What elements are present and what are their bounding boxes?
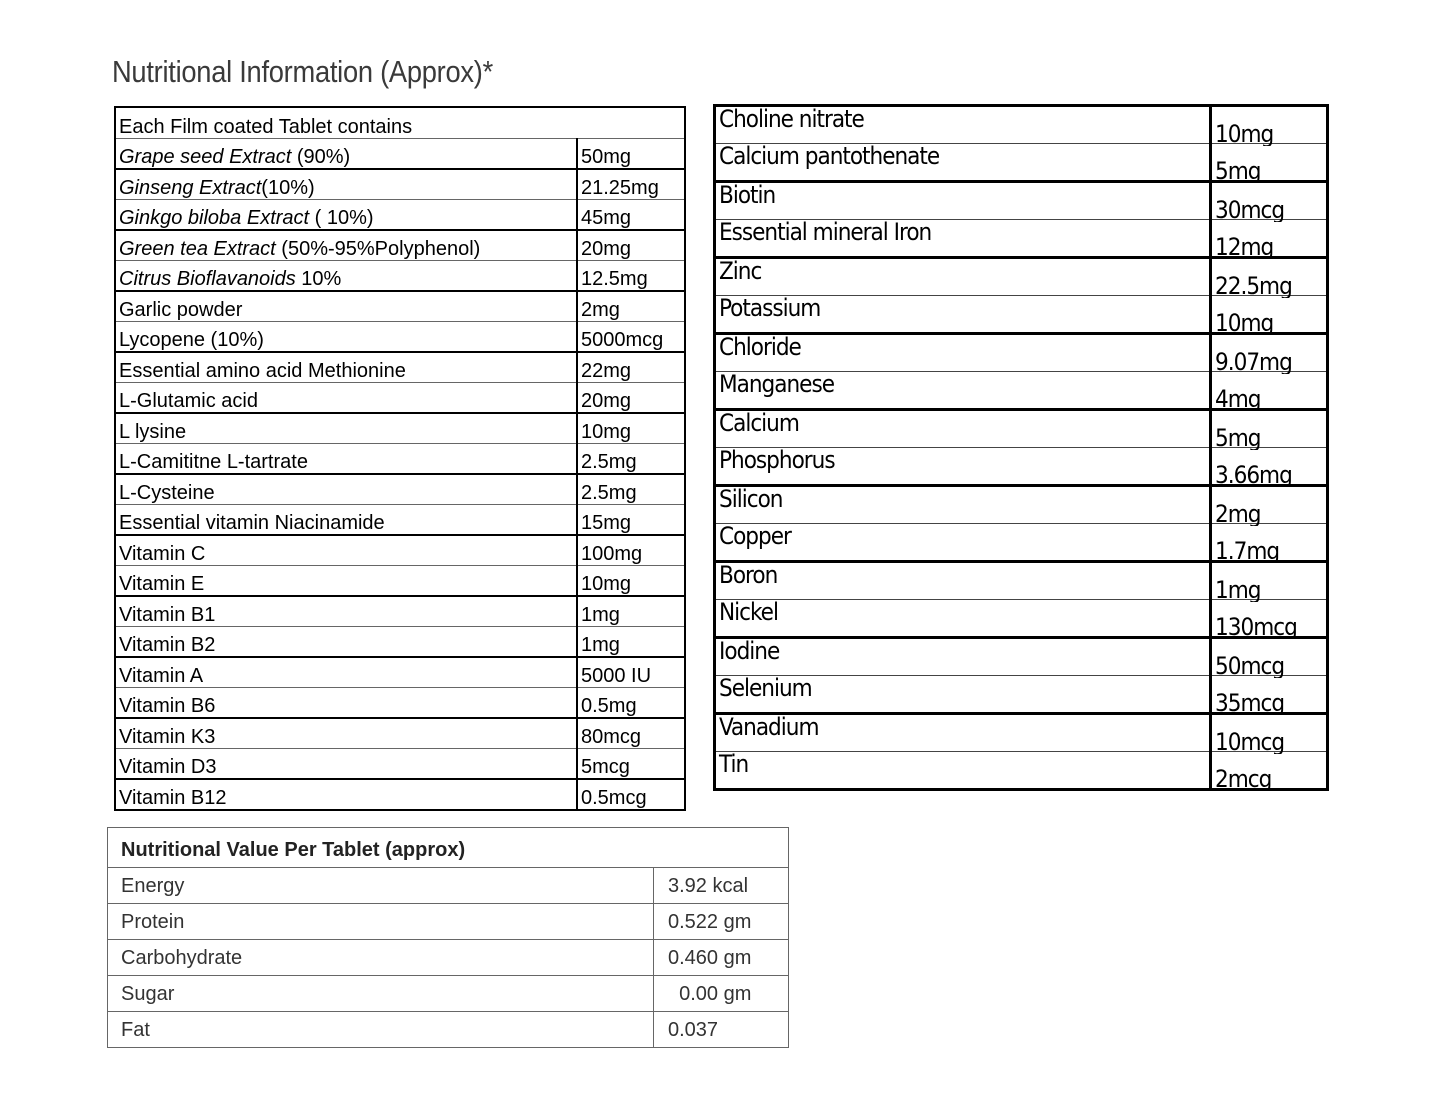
- ingredient-value: 20mg: [577, 383, 685, 414]
- ingredient-name: Lycopene (10%): [115, 322, 577, 353]
- mineral-value: 1.7mg: [1211, 527, 1328, 565]
- mineral-name: Calcium: [715, 410, 1211, 448]
- mineral-name: Boron: [715, 562, 1211, 600]
- ingredient-value: 2.5mg: [577, 474, 685, 505]
- ingredient-name-italic: Citrus Bioflavanoids: [119, 268, 296, 290]
- ingredient-name: L-Camititne L-tartrate: [115, 444, 577, 475]
- table-row: [115, 230, 685, 261]
- table-row: [115, 566, 685, 597]
- ingredient-name: Vitamin B12: [115, 779, 577, 810]
- ingredient-name: Vitamin C: [115, 535, 577, 566]
- mineral-name: Chloride: [715, 334, 1211, 372]
- table-row: [715, 600, 1328, 638]
- ingredient-name: Essential amino acid Methionine: [115, 352, 577, 383]
- table-row: [715, 714, 1328, 752]
- nutrient-value: 0.522 gm: [654, 904, 789, 940]
- table-row: [115, 688, 685, 719]
- mineral-name: Copper: [715, 524, 1211, 562]
- mineral-value: 3.66mg: [1211, 451, 1328, 489]
- ingredient-value: 5000mcg: [577, 322, 685, 353]
- ingredient-value: 80mcg: [577, 718, 685, 749]
- ingredient-value: 20mg: [577, 230, 685, 261]
- mineral-name: Iodine: [715, 638, 1211, 676]
- mineral-name: Vanadium: [715, 714, 1211, 752]
- table-row: [108, 976, 789, 1012]
- table-row: [115, 657, 685, 688]
- table-row: [715, 562, 1328, 600]
- table-header: Nutritional Value Per Tablet (approx): [121, 838, 466, 861]
- table-row: [715, 486, 1328, 524]
- nutrient-value: 0.037: [654, 1012, 789, 1048]
- table-row: [715, 144, 1328, 182]
- mineral-name: Zinc: [715, 258, 1211, 296]
- table-row: [715, 372, 1328, 410]
- ingredient-name-italic: Green tea Extract: [119, 238, 276, 260]
- table-row: [715, 220, 1328, 258]
- nutrient-value: 0.460 gm: [654, 940, 789, 976]
- ingredient-name: L lysine: [115, 413, 577, 444]
- mineral-name: Selenium: [715, 676, 1211, 714]
- ingredient-suffix: (10%): [261, 177, 315, 199]
- ingredient-value: 2.5mg: [577, 444, 685, 475]
- table-row: [115, 749, 685, 780]
- mineral-value: 5mg: [1211, 413, 1328, 451]
- table-row: [115, 596, 685, 627]
- ingredient-value: 0.5mg: [577, 688, 685, 719]
- mineral-name: Potassium: [715, 296, 1211, 334]
- nutrient-name: Protein: [108, 904, 654, 940]
- page-title: Nutritional Information (Approx)*: [112, 54, 493, 89]
- nutrient-name: Fat: [108, 1012, 654, 1048]
- ingredient-name-italic: Grape seed Extract: [119, 146, 292, 168]
- nutrient-name: Energy: [108, 868, 654, 904]
- ingredient-value: 1mg: [577, 627, 685, 658]
- table-row: [715, 524, 1328, 562]
- ingredient-name: L-Glutamic acid: [115, 383, 577, 414]
- table-row: [715, 258, 1328, 296]
- mineral-value: 30mcg: [1211, 185, 1328, 223]
- ingredients-table: [114, 106, 686, 811]
- table-row: [715, 676, 1328, 714]
- nutrient-value: 3.92 kcal: [654, 868, 789, 904]
- mineral-value: 5mg: [1211, 147, 1328, 185]
- ingredient-value: 15mg: [577, 505, 685, 536]
- ingredient-suffix: ( 10%): [309, 207, 374, 229]
- table-row: [115, 627, 685, 658]
- ingredient-value: 10mg: [577, 413, 685, 444]
- mineral-value: 1mg: [1211, 565, 1328, 603]
- ingredient-suffix: 10%: [295, 268, 342, 290]
- mineral-value: 2mcg: [1211, 755, 1328, 793]
- ingredient-value: 2mg: [577, 291, 685, 322]
- table-row: [115, 261, 685, 292]
- ingredient-name: Vitamin A: [115, 657, 577, 688]
- table-row: [115, 444, 685, 475]
- mineral-value: 50mcg: [1211, 641, 1328, 679]
- table-row: [108, 904, 789, 940]
- table-row: [115, 413, 685, 444]
- table-row: [715, 334, 1328, 372]
- table-row: [715, 410, 1328, 448]
- ingredient-value: 12.5mg: [577, 261, 685, 292]
- ingredient-name: L-Cysteine: [115, 474, 577, 505]
- nutrient-name: Carbohydrate: [108, 940, 654, 976]
- ingredient-name: [115, 139, 577, 170]
- table-row: [715, 106, 1328, 144]
- ingredient-name: [115, 230, 577, 261]
- ingredient-name-italic: Ginseng Extract: [119, 177, 262, 199]
- ingredient-value: 100mg: [577, 535, 685, 566]
- ingredient-name: Vitamin D3: [115, 749, 577, 780]
- ingredient-value: 10mg: [577, 566, 685, 597]
- table-row: [715, 752, 1328, 790]
- table-row: [115, 505, 685, 536]
- table-row: [115, 474, 685, 505]
- mineral-value: 10mg: [1211, 299, 1328, 337]
- ingredient-name: Vitamin E: [115, 566, 577, 597]
- table-row: [108, 1012, 789, 1048]
- ingredient-name: [115, 169, 577, 200]
- mineral-value: 130mcg: [1211, 603, 1328, 641]
- ingredient-value: 5mcg: [577, 749, 685, 780]
- table-row: [715, 638, 1328, 676]
- ingredient-name: Garlic powder: [115, 291, 577, 322]
- mineral-name: Choline nitrate: [719, 105, 864, 133]
- mineral-name: Silicon: [715, 486, 1211, 524]
- table-row: [115, 291, 685, 322]
- mineral-name: Nickel: [715, 600, 1211, 638]
- ingredient-value: 0.5mcg: [577, 779, 685, 810]
- ingredient-value: 50mg: [577, 139, 685, 170]
- ingredient-value: 21.25mg: [577, 169, 685, 200]
- table-row: [115, 535, 685, 566]
- table-row: [115, 169, 685, 200]
- nutrient-value: 0.00 gm: [654, 976, 789, 1012]
- ingredient-name: Essential vitamin Niacinamide: [115, 505, 577, 536]
- ingredient-name: Vitamin K3: [115, 718, 577, 749]
- mineral-value: 4mg: [1211, 375, 1328, 413]
- ingredient-name: Vitamin B1: [115, 596, 577, 627]
- mineral-value: 9.07mg: [1211, 337, 1328, 375]
- mineral-value: 12mg: [1211, 223, 1328, 261]
- table-row: [715, 296, 1328, 334]
- mineral-name: Calcium pantothenate: [715, 144, 1211, 182]
- ingredient-name: Vitamin B6: [115, 688, 577, 719]
- mineral-value: 10mg: [1211, 109, 1328, 147]
- mineral-value: 22.5mg: [1211, 261, 1328, 299]
- nutritional-value-table: [107, 827, 789, 1048]
- ingredient-suffix: (50%-95%Polyphenol): [275, 238, 481, 260]
- ingredient-value: 1mg: [577, 596, 685, 627]
- mineral-name: Tin: [715, 752, 1211, 790]
- mineral-name: Essential mineral Iron: [715, 220, 1211, 258]
- ingredient-name: Vitamin B2: [115, 627, 577, 658]
- table-row: [115, 322, 685, 353]
- ingredient-name-italic: Ginkgo biloba Extract: [119, 207, 310, 229]
- mineral-value: 10mcg: [1211, 717, 1328, 755]
- ingredient-value: 45mg: [577, 200, 685, 231]
- mineral-name: Biotin: [715, 182, 1211, 220]
- mineral-name: Phosphorus: [715, 448, 1211, 486]
- table-row: [108, 868, 789, 904]
- ingredient-name: [115, 200, 577, 231]
- table-row: [108, 940, 789, 976]
- minerals-table: [713, 104, 1329, 791]
- table-row: [115, 718, 685, 749]
- table-row: [115, 200, 685, 231]
- table-header-row: [115, 107, 685, 139]
- table-row: [715, 448, 1328, 486]
- mineral-name: Manganese: [715, 372, 1211, 410]
- table-row: [115, 139, 685, 170]
- nutrient-name: Sugar: [108, 976, 654, 1012]
- ingredient-name: [115, 261, 577, 292]
- table-row: [115, 383, 685, 414]
- table-row: [715, 182, 1328, 220]
- ingredient-value: 5000 IU: [577, 657, 685, 688]
- mineral-value: 2mg: [1211, 489, 1328, 527]
- table-row: [115, 352, 685, 383]
- mineral-value: 35mcg: [1211, 679, 1328, 717]
- ingredient-suffix: (90%): [291, 146, 351, 168]
- ingredient-value: 22mg: [577, 352, 685, 383]
- table-row: [115, 779, 685, 810]
- table-header-row: [108, 828, 789, 868]
- table-header: Each Film coated Tablet contains: [119, 116, 413, 138]
